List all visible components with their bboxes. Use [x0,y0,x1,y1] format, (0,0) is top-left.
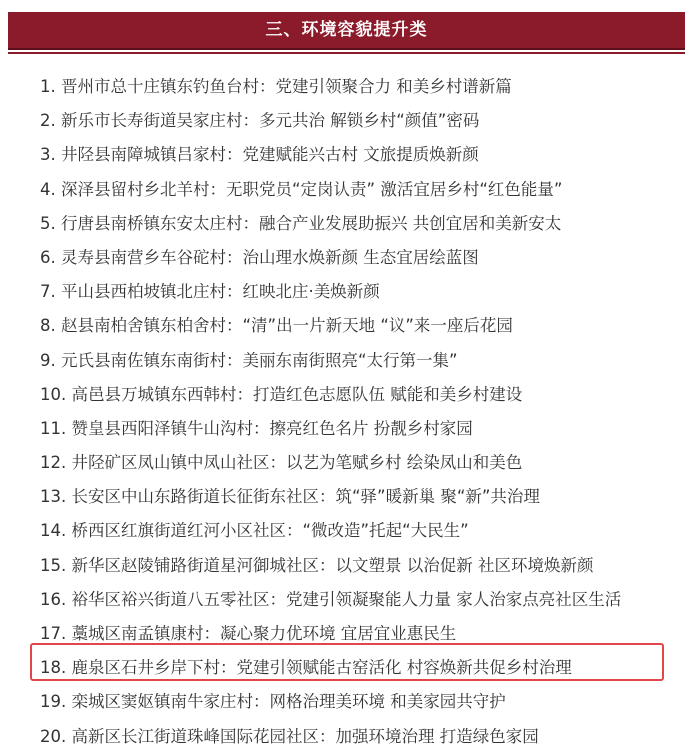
list-item-text: 赵县南柏舍镇东柏舍村：“清”出一片新天地 “议”来一座后花园 [61,316,513,336]
list-item-number: 6. [40,247,56,267]
list-item-text: 井陉矿区凤山镇中凤山社区：以艺为笔赋乡村 绘染凤山和美色 [71,453,523,473]
list-item [0,549,693,583]
list-item-text: 新乐市长寿街道吴家庄村：多元共治 解锁乡村“颜值”密码 [61,111,480,131]
list-item-text: 长安区中山东路街道长征街东社区：筑“驿”暖新巢 聚“新”共治理 [71,487,540,507]
list-item-number: 1. [40,77,56,96]
list-item-number: 13. [40,487,67,507]
list-item-number: 3. [40,145,56,165]
list-item-text: 井陉县南障城镇吕家村：党建赋能兴古村 文旅提质焕新颜 [61,145,479,165]
list-item [0,378,693,412]
list-item-number: 16. [40,589,67,609]
list-item-number: 19. [40,692,67,712]
list-item-number: 20. [40,726,67,746]
list-item [0,70,693,104]
list-item [0,480,693,514]
list-item-number: 9. [40,350,56,370]
list-item-text: 平山县西柏坡镇北庄村：红映北庄·美焕新颜 [61,282,380,302]
section-title: 三、环境容貌提升类 [265,20,428,40]
list-item-number: 17. [40,624,67,643]
list-item [0,241,693,275]
list-item-text: 鹿泉区石井乡岸下村：党建引领赋能古窑活化 村容焕新共促乡村治理 [71,658,572,678]
list-item-number: 15. [40,555,67,575]
list-item-text: 元氏县南佐镇东南街村：美丽东南街照亮“太行第一集” [61,350,458,370]
list-item [0,173,693,207]
list-item-number: 5. [40,213,56,233]
list-item [0,207,693,241]
list-item-number: 2. [40,111,56,131]
list-item-text: 晋州市总十庄镇东钓鱼台村：党建引领聚合力 和美乡村谱新篇 [61,77,512,96]
list-item [0,617,693,651]
list-item [0,651,693,685]
list-item-number: 12. [40,453,67,473]
list-item-text: 桥西区红旗街道红河小区社区：“微改造”托起“大民生” [71,521,469,541]
list-item [0,685,693,719]
list-item [0,446,693,480]
list-item [0,138,693,172]
list-item-text: 行唐县南桥镇东安太庄村：融合产业发展助振兴 共创宜居和美新安太 [61,213,562,233]
list-item [0,309,693,343]
list-item-text: 深泽县留村乡北羊村：无职党员“定岗认责” 激活宜居乡村“红色能量” [61,179,563,199]
list-item-text: 藁城区南孟镇康村：凝心聚力优环境 宜居宜业惠民生 [71,624,457,643]
list-item-number: 4. [40,179,56,199]
list-item-number: 8. [40,316,56,336]
list-item-text: 高新区长江街道珠峰国际花园社区：加强环境治理 打造绿色家园 [71,726,539,746]
list-item [0,104,693,138]
list-item-text: 赞皇县西阳泽镇牛山沟村：擦亮红色名片 扮靓乡村家园 [71,418,473,438]
list-item-text: 裕华区裕兴街道八五零社区：党建引领凝聚能人力量 家人治家点亮社区生活 [71,589,622,609]
list-item [0,344,693,378]
list-item-number: 7. [40,282,56,302]
list-item-number: 10. [40,384,67,404]
section-header-bar [8,12,685,50]
list-item [0,720,693,754]
list-item-number: 18. [40,658,67,678]
list-item-text: 高邑县万城镇东西韩村：打造红色志愿队伍 赋能和美乡村建设 [71,384,523,404]
list-item [0,583,693,617]
list-item-number: 14. [40,521,67,541]
list-item-number: 11. [40,418,67,438]
list-item [0,514,693,548]
list-item [0,275,693,309]
list-item-text: 新华区赵陵铺路街道星河御城社区：以文塑景 以治促新 社区环境焕新颜 [71,555,594,575]
list-item-text: 栾城区窦妪镇南牛家庄村：网格治理美环境 和美家园共守护 [71,692,506,712]
list-item [0,412,693,446]
village-list [0,70,693,754]
list-item-text: 灵寿县南营乡车谷砣村：治山理水焕新颜 生态宜居绘蓝图 [61,247,479,267]
